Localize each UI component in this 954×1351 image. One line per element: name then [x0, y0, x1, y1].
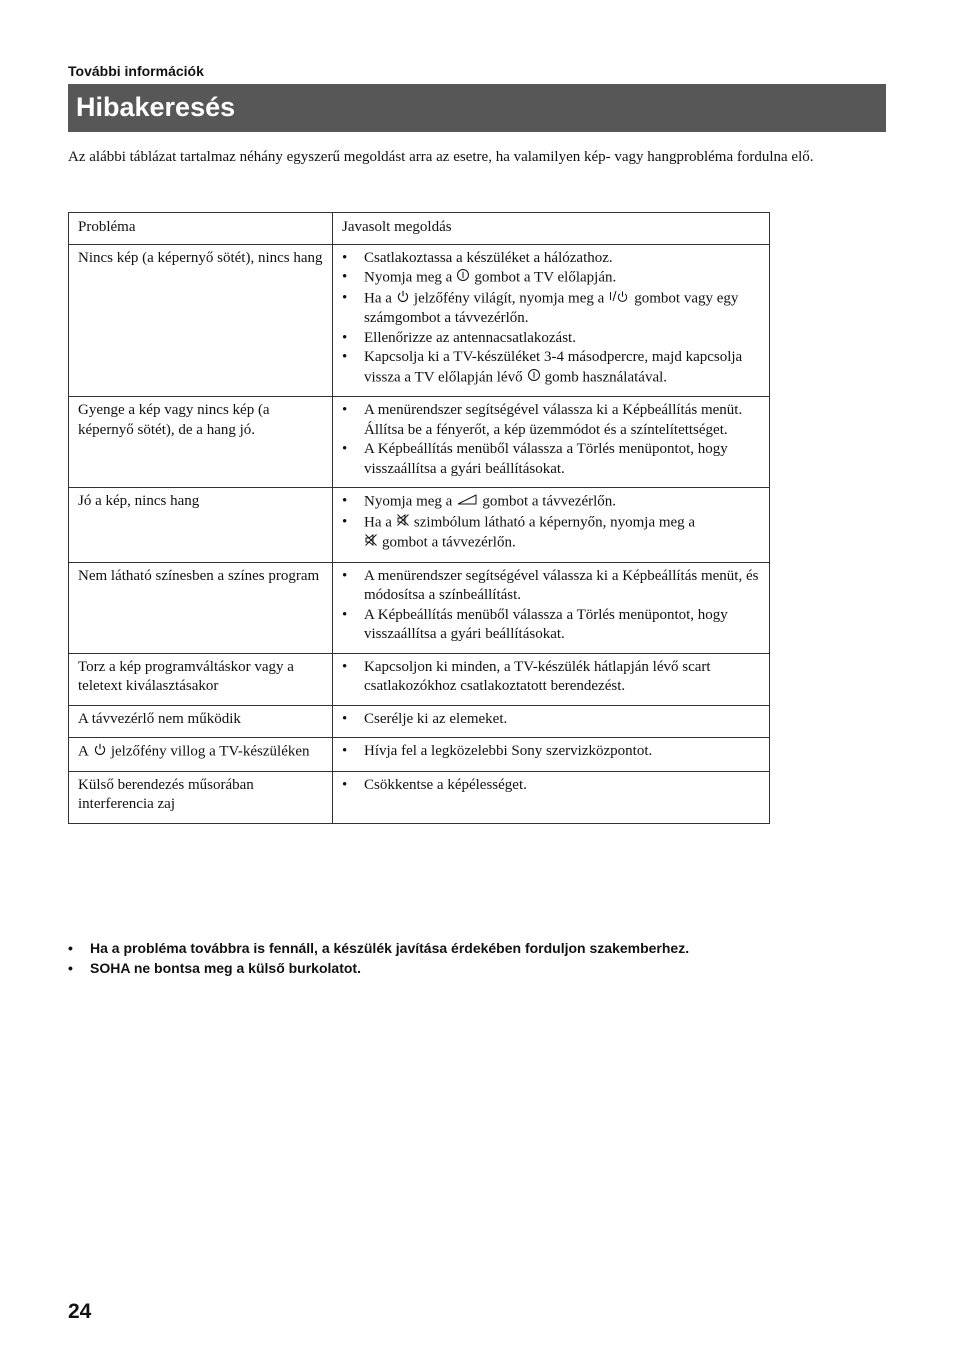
- solution-item: • Nyomja meg a gombot a távvezérlőn.: [342, 492, 760, 513]
- solution-cell: [333, 562, 770, 653]
- intro-text: Az alábbi táblázat tartalmaz néhány egyszerű megoldást arra az esetre, ha valamilyen kép- vagy hangprobléma fordulna elő.: [68, 149, 814, 165]
- table-row: [69, 771, 770, 823]
- solution-item: • Cserélje ki az elemeket.: [342, 710, 760, 730]
- note-item: • Ha a probléma továbbra is fennáll, a készülék javítása érdekében forduljon szakemberhez.: [68, 938, 689, 958]
- solution-cell: [333, 738, 770, 772]
- problem-cell: A távvezérlő nem működik: [69, 705, 333, 738]
- table-row: [69, 488, 770, 563]
- solution-item: • Csökkentse a képélességet.: [342, 776, 760, 796]
- problem-cell: Gyenge a kép vagy nincs kép (a képernyő sötét), de a hang jó.: [69, 397, 333, 488]
- solution-item: • Nyomja meg a gombot a TV előlapján.: [342, 268, 760, 289]
- solution-cell: [333, 771, 770, 823]
- solution-item: • A menürendszer segítségével válassza ki a Képbeállítás menüt. Állítsa be a fényerőt, a kép üzemmódot és a színtelítettséget.: [342, 401, 760, 440]
- problem-cell: Torz a kép programváltáskor vagy a teletext kiválasztásakor: [69, 653, 333, 705]
- mute-icon: [396, 513, 410, 534]
- power-button-icon: [456, 268, 470, 289]
- solution-item: • Kapcsoljon ki minden, a TV-készülék hátlapján lévő scart csatlakozókhoz csatlakoztatott berendezést.: [342, 658, 760, 697]
- solution-item: • Ellenőrizze az antennacsatlakozást.: [342, 329, 760, 349]
- solution-item: • Kapcsolja ki a TV-készüléket 3-4 másodpercre, majd kapcsolja vissza a TV előlapján lévő gomb használatával.: [342, 348, 760, 388]
- mute-icon: [364, 533, 378, 554]
- troubleshooting-table: [68, 212, 770, 824]
- table-row: [69, 738, 770, 772]
- solution-item: • A menürendszer segítségével válassza ki a Képbeállítás menüt, és módosítsa a színbeállítást.: [342, 567, 760, 606]
- table-row: [69, 653, 770, 705]
- solution-cell: [333, 653, 770, 705]
- section-label: További információk: [68, 63, 204, 79]
- problem-cell: Nem látható színesben a színes program: [69, 562, 333, 653]
- problem-cell: Külső berendezés műsorában interferencia zaj: [69, 771, 333, 823]
- volume-icon: [456, 492, 478, 513]
- solution-item: • Hívja fel a legközelebbi Sony szervizközpontot.: [342, 742, 760, 762]
- problem-cell: A jelzőfény villog a TV-készüléken: [69, 738, 333, 772]
- title-bar: [68, 84, 886, 132]
- page-number: 24: [68, 1300, 92, 1323]
- page-title: Hibakeresés: [76, 92, 236, 122]
- table-row: [69, 562, 770, 653]
- problem-cell: Nincs kép (a képernyő sötét), nincs hang: [69, 244, 333, 397]
- table-row: [69, 397, 770, 488]
- solution-cell: [333, 488, 770, 563]
- table-row: [69, 244, 770, 397]
- solution-cell: [333, 244, 770, 397]
- table-header-row: [69, 213, 770, 245]
- table-row: [69, 705, 770, 738]
- solution-cell: [333, 705, 770, 738]
- problem-cell: Jó a kép, nincs hang: [69, 488, 333, 563]
- solution-cell: [333, 397, 770, 488]
- solution-item: • Csatlakoztassa a készüléket a hálózathoz.: [342, 249, 760, 269]
- power-button-icon: [527, 368, 541, 389]
- header-solution: Javasolt megoldás: [333, 213, 770, 245]
- solution-item: • Ha a jelzőfény világít, nyomja meg a gombot vagy egy számgombot a távvezérlőn.: [342, 289, 760, 329]
- solution-item: • A Képbeállítás menüből válassza a Törlés menüpontot, hogy visszaállítsa a gyári beállításokat.: [342, 606, 760, 645]
- header-problem: Probléma: [69, 213, 333, 245]
- solution-item: • A Képbeállítás menüből válassza a Törlés menüpontot, hogy visszaállítsa a gyári beállításokat.: [342, 440, 760, 479]
- note-item: • SOHA ne bontsa meg a külső burkolatot.: [68, 958, 689, 978]
- solution-item: • Ha a szimbólum látható a képernyőn, nyomja meg a gombot a távvezérlőn.: [342, 513, 760, 554]
- standby-icon: [93, 742, 107, 763]
- warning-notes: [68, 938, 689, 978]
- standby-power-icon: [608, 289, 630, 310]
- standby-icon: [396, 289, 410, 310]
